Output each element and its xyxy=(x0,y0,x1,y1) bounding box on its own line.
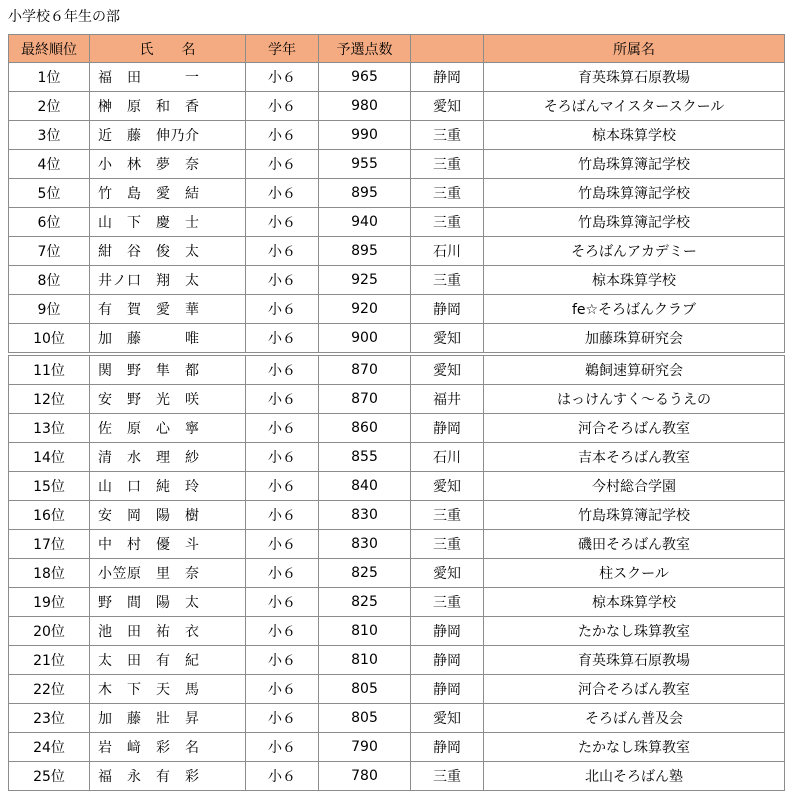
score-cell: 810 xyxy=(319,646,411,675)
name-cell: 清 水 理 紗 xyxy=(90,443,246,472)
name-cell: 榊 原 和 香 xyxy=(90,92,246,121)
grade-cell: 小６ xyxy=(246,266,319,295)
score-cell: 955 xyxy=(319,150,411,179)
grade-cell: 小６ xyxy=(246,237,319,266)
prefecture-cell: 三重 xyxy=(411,530,484,559)
header-grade: 学年 xyxy=(246,35,319,63)
rank-cell: 25位 xyxy=(9,762,90,791)
school-cell: 竹島珠算簿記学校 xyxy=(484,501,785,530)
rank-cell: 17位 xyxy=(9,530,90,559)
school-cell: そろばん普及会 xyxy=(484,704,785,733)
name-cell: 安 岡 陽 樹 xyxy=(90,501,246,530)
results-table xyxy=(8,34,785,791)
table-row xyxy=(9,588,785,617)
prefecture-cell: 愛知 xyxy=(411,472,484,501)
table-header-row xyxy=(9,35,785,63)
name-cell: 近 藤 伸乃介 xyxy=(90,121,246,150)
score-cell: 825 xyxy=(319,559,411,588)
school-cell: たかなし珠算教室 xyxy=(484,733,785,762)
score-cell: 920 xyxy=(319,295,411,324)
prefecture-cell: 福井 xyxy=(411,385,484,414)
table-row xyxy=(9,414,785,443)
prefecture-cell: 静岡 xyxy=(411,733,484,762)
table-row xyxy=(9,617,785,646)
header-name: 氏 名 xyxy=(90,35,246,63)
grade-cell: 小６ xyxy=(246,208,319,237)
grade-cell: 小６ xyxy=(246,733,319,762)
page-title: 小学校６年生の部 xyxy=(8,9,120,25)
name-cell: 有 賀 愛 華 xyxy=(90,295,246,324)
name-cell: 安 野 光 咲 xyxy=(90,385,246,414)
header-rank: 最終順位 xyxy=(9,35,90,63)
grade-cell: 小６ xyxy=(246,443,319,472)
name-cell: 井ノ口 翔 太 xyxy=(90,266,246,295)
table-row xyxy=(9,443,785,472)
name-cell: 紺 谷 俊 太 xyxy=(90,237,246,266)
name-cell: 加 藤 壯 昇 xyxy=(90,704,246,733)
school-cell: 河合そろばん教室 xyxy=(484,675,785,704)
score-cell: 825 xyxy=(319,588,411,617)
score-cell: 870 xyxy=(319,354,411,385)
table-row xyxy=(9,208,785,237)
rank-cell: 19位 xyxy=(9,588,90,617)
prefecture-cell: 石川 xyxy=(411,443,484,472)
rank-cell: 20位 xyxy=(9,617,90,646)
rank-cell: 8位 xyxy=(9,266,90,295)
grade-cell: 小６ xyxy=(246,501,319,530)
table-row xyxy=(9,762,785,791)
table-row xyxy=(9,63,785,92)
prefecture-cell: 静岡 xyxy=(411,675,484,704)
rank-cell: 21位 xyxy=(9,646,90,675)
rank-cell: 15位 xyxy=(9,472,90,501)
score-cell: 780 xyxy=(319,762,411,791)
score-cell: 895 xyxy=(319,179,411,208)
table-row xyxy=(9,121,785,150)
table-row xyxy=(9,385,785,414)
rank-cell: 6位 xyxy=(9,208,90,237)
rank-cell: 23位 xyxy=(9,704,90,733)
prefecture-cell: 三重 xyxy=(411,121,484,150)
rank-cell: 12位 xyxy=(9,385,90,414)
grade-cell: 小６ xyxy=(246,121,319,150)
grade-cell: 小６ xyxy=(246,324,319,355)
prefecture-cell: 静岡 xyxy=(411,646,484,675)
score-cell: 840 xyxy=(319,472,411,501)
rank-cell: 13位 xyxy=(9,414,90,443)
table-row xyxy=(9,646,785,675)
school-cell: 磯田そろばん教室 xyxy=(484,530,785,559)
name-cell: 福 永 有 彩 xyxy=(90,762,246,791)
score-cell: 895 xyxy=(319,237,411,266)
school-cell: 椋本珠算学校 xyxy=(484,266,785,295)
table-row xyxy=(9,733,785,762)
school-cell: 椋本珠算学校 xyxy=(484,121,785,150)
prefecture-cell: 三重 xyxy=(411,588,484,617)
school-cell: 柱スクール xyxy=(484,559,785,588)
grade-cell: 小６ xyxy=(246,354,319,385)
rank-cell: 14位 xyxy=(9,443,90,472)
school-cell: 育英珠算石原教場 xyxy=(484,63,785,92)
rank-cell: 3位 xyxy=(9,121,90,150)
table-row xyxy=(9,237,785,266)
grade-cell: 小６ xyxy=(246,762,319,791)
rank-cell: 11位 xyxy=(9,354,90,385)
grade-cell: 小６ xyxy=(246,675,319,704)
score-cell: 790 xyxy=(319,733,411,762)
header-school: 所属名 xyxy=(484,35,785,63)
score-cell: 805 xyxy=(319,704,411,733)
table-row xyxy=(9,295,785,324)
score-cell: 980 xyxy=(319,92,411,121)
school-cell: 吉本そろばん教室 xyxy=(484,443,785,472)
school-cell: 竹島珠算簿記学校 xyxy=(484,208,785,237)
school-cell: 北山そろばん塾 xyxy=(484,762,785,791)
name-cell: 竹 島 愛 結 xyxy=(90,179,246,208)
school-cell: 今村総合学園 xyxy=(484,472,785,501)
prefecture-cell: 三重 xyxy=(411,179,484,208)
score-cell: 965 xyxy=(319,63,411,92)
grade-cell: 小６ xyxy=(246,530,319,559)
grade-cell: 小６ xyxy=(246,646,319,675)
rank-cell: 5位 xyxy=(9,179,90,208)
score-cell: 810 xyxy=(319,617,411,646)
school-cell: 竹島珠算簿記学校 xyxy=(484,179,785,208)
table-row xyxy=(9,92,785,121)
prefecture-cell: 愛知 xyxy=(411,324,484,355)
prefecture-cell: 愛知 xyxy=(411,559,484,588)
header-prefecture xyxy=(411,35,484,63)
school-cell: たかなし珠算教室 xyxy=(484,617,785,646)
name-cell: 木 下 天 馬 xyxy=(90,675,246,704)
score-cell: 870 xyxy=(319,385,411,414)
grade-cell: 小６ xyxy=(246,63,319,92)
prefecture-cell: 愛知 xyxy=(411,704,484,733)
grade-cell: 小６ xyxy=(246,617,319,646)
name-cell: 池 田 祐 衣 xyxy=(90,617,246,646)
grade-cell: 小６ xyxy=(246,295,319,324)
name-cell: 佐 原 心 寧 xyxy=(90,414,246,443)
name-cell: 野 間 陽 太 xyxy=(90,588,246,617)
score-cell: 900 xyxy=(319,324,411,355)
school-cell: fe☆そろばんクラブ xyxy=(484,295,785,324)
name-cell: 太 田 有 紀 xyxy=(90,646,246,675)
score-cell: 940 xyxy=(319,208,411,237)
name-cell: 福 田 一 xyxy=(90,63,246,92)
table-row xyxy=(9,704,785,733)
grade-cell: 小６ xyxy=(246,179,319,208)
prefecture-cell: 三重 xyxy=(411,501,484,530)
score-cell: 925 xyxy=(319,266,411,295)
score-cell: 830 xyxy=(319,530,411,559)
name-cell: 小 林 夢 奈 xyxy=(90,150,246,179)
name-cell: 山 下 慶 士 xyxy=(90,208,246,237)
name-cell: 岩 﨑 彩 名 xyxy=(90,733,246,762)
prefecture-cell: 三重 xyxy=(411,762,484,791)
school-cell: 鵜飼速算研究会 xyxy=(484,354,785,385)
grade-cell: 小６ xyxy=(246,588,319,617)
school-cell: はっけんすく～るうえの xyxy=(484,385,785,414)
rank-cell: 1位 xyxy=(9,63,90,92)
school-cell: 椋本珠算学校 xyxy=(484,588,785,617)
table-row xyxy=(9,150,785,179)
prefecture-cell: 静岡 xyxy=(411,414,484,443)
table-row xyxy=(9,179,785,208)
school-cell: 加藤珠算研究会 xyxy=(484,324,785,355)
prefecture-cell: 静岡 xyxy=(411,617,484,646)
school-cell: そろばんマイスタースクール xyxy=(484,92,785,121)
name-cell: 山 口 純 玲 xyxy=(90,472,246,501)
rank-cell: 4位 xyxy=(9,150,90,179)
table-row xyxy=(9,501,785,530)
prefecture-cell: 愛知 xyxy=(411,92,484,121)
prefecture-cell: 静岡 xyxy=(411,295,484,324)
school-cell: 竹島珠算簿記学校 xyxy=(484,150,785,179)
prefecture-cell: 三重 xyxy=(411,150,484,179)
name-cell: 中 村 優 斗 xyxy=(90,530,246,559)
rank-cell: 10位 xyxy=(9,324,90,355)
grade-cell: 小６ xyxy=(246,385,319,414)
rank-cell: 22位 xyxy=(9,675,90,704)
table-row xyxy=(9,530,785,559)
prefecture-cell: 三重 xyxy=(411,208,484,237)
rank-cell: 7位 xyxy=(9,237,90,266)
score-cell: 990 xyxy=(319,121,411,150)
grade-cell: 小６ xyxy=(246,559,319,588)
rank-cell: 2位 xyxy=(9,92,90,121)
rank-cell: 24位 xyxy=(9,733,90,762)
rank-cell: 18位 xyxy=(9,559,90,588)
score-cell: 830 xyxy=(319,501,411,530)
prefecture-cell: 三重 xyxy=(411,266,484,295)
header-score: 予選点数 xyxy=(319,35,411,63)
prefecture-cell: 愛知 xyxy=(411,354,484,385)
grade-cell: 小６ xyxy=(246,150,319,179)
grade-cell: 小６ xyxy=(246,472,319,501)
table-row xyxy=(9,675,785,704)
grade-cell: 小６ xyxy=(246,414,319,443)
score-cell: 855 xyxy=(319,443,411,472)
score-cell: 860 xyxy=(319,414,411,443)
name-cell: 加 藤 唯 xyxy=(90,324,246,355)
table-row xyxy=(9,559,785,588)
table-row xyxy=(9,472,785,501)
name-cell: 関 野 隼 都 xyxy=(90,354,246,385)
school-cell: 育英珠算石原教場 xyxy=(484,646,785,675)
school-cell: そろばんアカデミー xyxy=(484,237,785,266)
school-cell: 河合そろばん教室 xyxy=(484,414,785,443)
table-row xyxy=(9,324,785,355)
prefecture-cell: 石川 xyxy=(411,237,484,266)
score-cell: 805 xyxy=(319,675,411,704)
grade-cell: 小６ xyxy=(246,704,319,733)
rank-cell: 9位 xyxy=(9,295,90,324)
prefecture-cell: 静岡 xyxy=(411,63,484,92)
table-row xyxy=(9,266,785,295)
grade-cell: 小６ xyxy=(246,92,319,121)
rank-cell: 16位 xyxy=(9,501,90,530)
table-row xyxy=(9,354,785,385)
name-cell: 小笠原 里 奈 xyxy=(90,559,246,588)
